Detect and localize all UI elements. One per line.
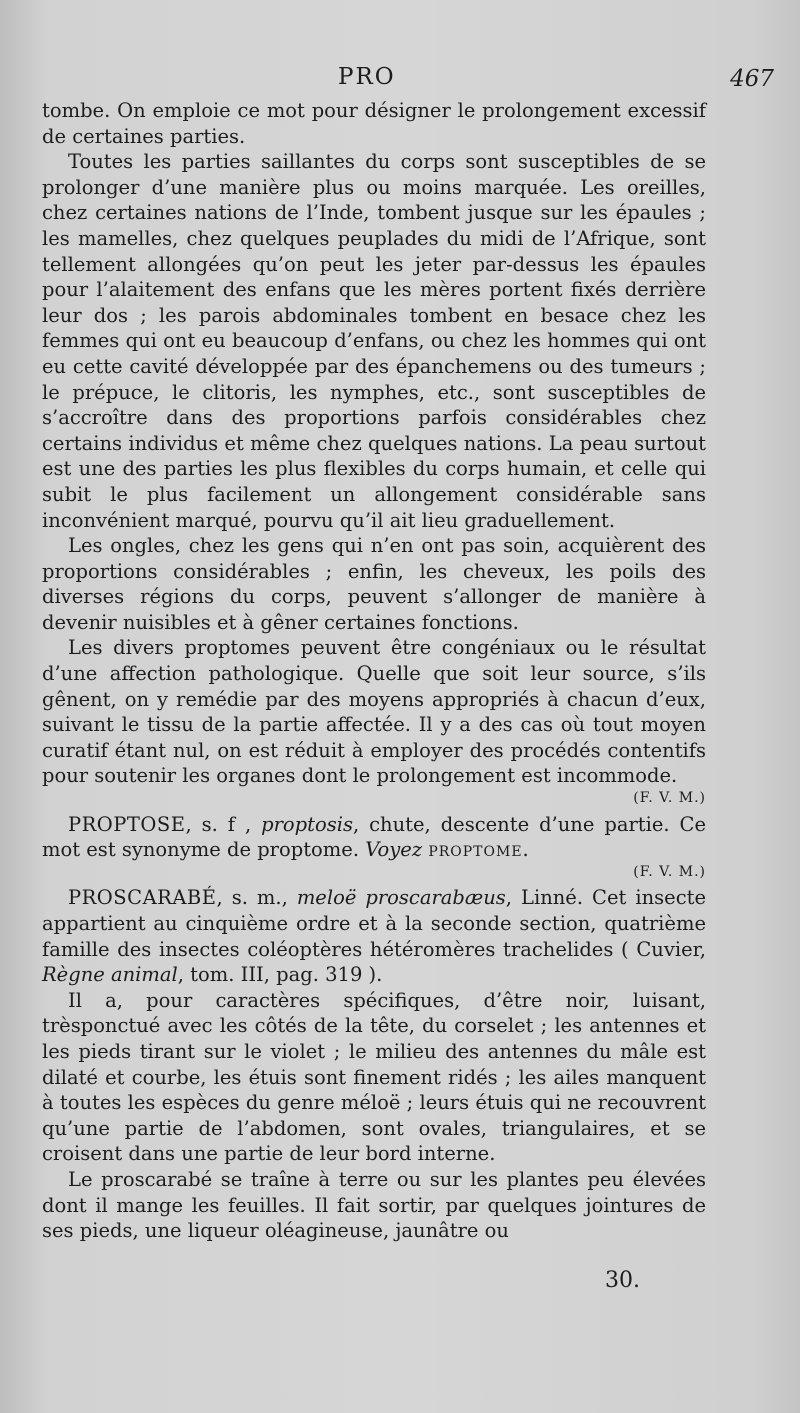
paragraph-habits: Le proscarabé se traîne à terre ou sur les plantes peu élevées dont il mange les feuilles. Il fait sortir, par quelques jointures de ses pieds, une liqueur oléagineuse, jaunâtre ou — [42, 1167, 706, 1243]
paragraph-continuation: tombe. On emploie ce mot pour désigner le prolongement excessif de certaines parties. — [42, 99, 706, 148]
headword-proscarabe: PROSCARABÉ — [68, 886, 217, 910]
latin-term: meloë proscarabæus — [296, 886, 506, 910]
paragraph-nails-hair: Les ongles, chez les gens qui n’en ont pas soin, acquièrent des proportions considérables ; enfin, les cheveux, les poils des diverses régions du corps, peuvent s’allonger de manière à devenir nuisibles et à gêner certaines fonctions. — [42, 534, 706, 634]
paragraph-proptomes-text: Les divers proptomes peuvent être congéniaux ou le résultat d’une affection pathologique. Quelle que soit leur source, s’ils gênent, on y remédie par des moyens appropriés à chacun d’eux, suivant le tissu de la partie affectée. Il y a des cas où tout moyen curatif étant nul, on est réduit à employer des procédés contentifs pour soutenir les organes dont le prolongement est incommode. — [42, 636, 706, 788]
body-text — [42, 98, 706, 1244]
paragraph-proptomes — [42, 635, 706, 811]
grammar-label: , s. m., — [216, 886, 288, 910]
page-number: 467 — [730, 66, 774, 92]
author-initials: (F. V. M.) — [633, 863, 706, 880]
entry-text: , Linné. Cet insecte appartient au cinquième ordre et à la seconde section, quatrième famille des insectes coléoptères hétéromères trachelides ( Cuvier, — [42, 886, 706, 961]
paragraph-prolongation: Toutes les parties saillantes du corps sont susceptibles de se prolonger d’une manière plus ou moins marquée. Les oreilles, chez certaines nations de l’Inde, tombent jusque sur les épaules ; les mamelles, chez quelques peuplades du midi de l’Afrique, sont tellement allongées qu’on peut les jeter par-dessus les épaules pour l’alaitement des enfans que les mères portent fixés derrière leur dos ; les parois abdominales tombent en besace chez les femmes qui ont eu beaucoup d’enfans, ou chez les hommes qui ont eu cette cavité développée par des épanchemens ou des tumeurs ; le prépuce, le clitoris, les nymphes, etc., sont susceptibles de s’accroître dans des proportions parfois considérables chez certains individus et même chez quelques nations. La peau surtout est une des parties les plus flexibles du corps humain, et celle qui subit le plus facilement un allongement considérable sans inconvénient marqué, pourvu qu’il ait lieu graduellement. — [42, 150, 706, 532]
latin-term: proptosis — [261, 812, 353, 836]
signature-mark: 30. — [605, 1268, 640, 1293]
citation-text: , tom. III, pag. 319 ). — [177, 963, 383, 987]
entry-proscarabe — [42, 885, 706, 987]
author-initials: (F. V. M.) — [633, 790, 706, 807]
entry-proptose — [42, 812, 706, 886]
headword-proptose: PROPTOSE — [68, 812, 186, 836]
grammar-label: , s. f , — [185, 812, 252, 836]
cited-work: Règne animal — [42, 963, 178, 987]
paragraph-characters: Il a, pour caractères spécifiques, d’être noir, luisant, trèsponctué avec les côtés de la tête, du corselet ; les antennes et les pieds tirant sur le violet ; le milieu des antennes du mâle est dilaté et courbe, les étuis sont finement ridés ; les ailes manquent à toutes les espèces du genre méloë ; leurs étuis qui ne recouvrent qu’une partie de l’abdomen, sont ovales, triangulaires, et se croisent dans une partie de leur bord interne. — [42, 988, 706, 1166]
see-also-label: Voyez — [365, 838, 423, 862]
cross-reference: proptome. — [428, 838, 530, 862]
page-header — [0, 64, 800, 98]
entry-text: , chute, descente d’une partie. Ce mot est synonyme de proptome. — [42, 812, 706, 862]
running-head: PRO — [338, 64, 396, 90]
